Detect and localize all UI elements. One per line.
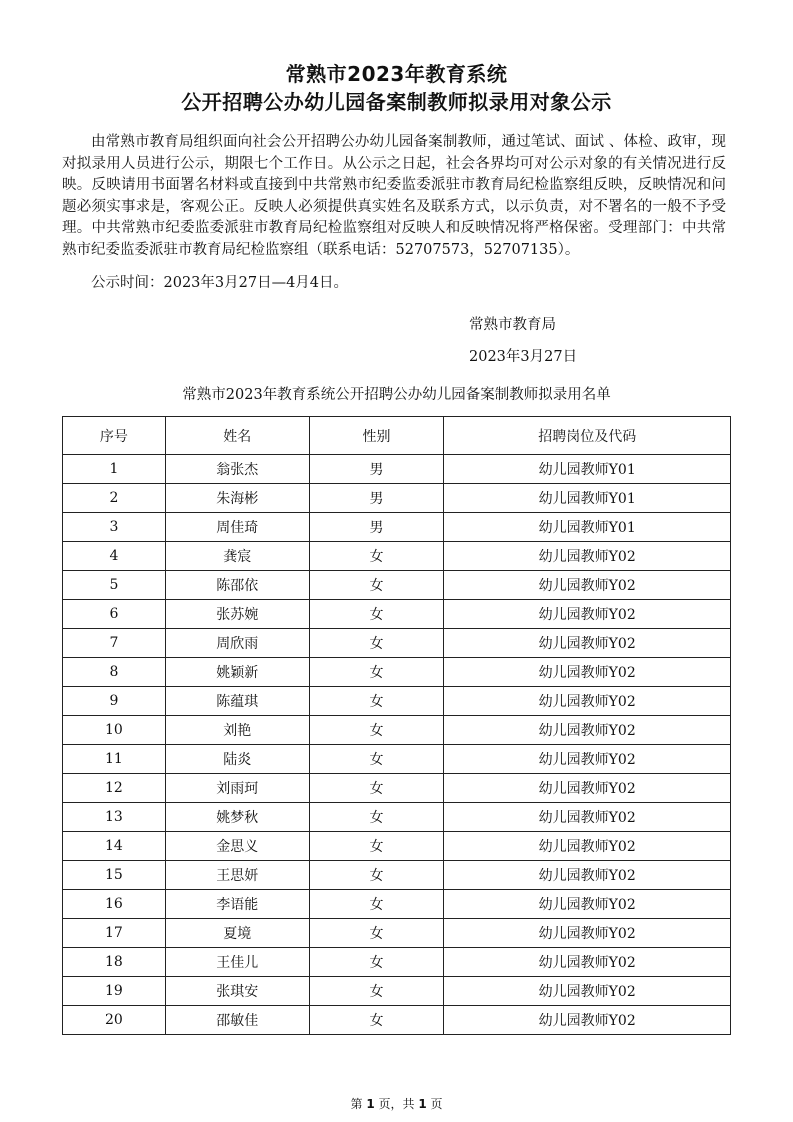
table-row	[63, 774, 731, 803]
cell-name: 夏境	[165, 919, 309, 948]
cell-gender: 女	[309, 1006, 444, 1035]
cell-gender: 女	[309, 890, 444, 919]
table-row	[63, 658, 731, 687]
cell-name: 周欣雨	[165, 629, 309, 658]
cell-index: 3	[63, 513, 166, 542]
header-gender: 性别	[309, 417, 444, 455]
cell-name: 王思妍	[165, 861, 309, 890]
cell-index: 16	[63, 890, 166, 919]
cell-name: 周佳琦	[165, 513, 309, 542]
cell-index: 12	[63, 774, 166, 803]
cell-position: 幼儿园教师Y01	[444, 484, 731, 513]
cell-position: 幼儿园教师Y02	[444, 687, 731, 716]
table-row	[63, 687, 731, 716]
cell-name: 王佳儿	[165, 948, 309, 977]
cell-position: 幼儿园教师Y02	[444, 977, 731, 1006]
cell-index: 14	[63, 832, 166, 861]
table-row	[63, 513, 731, 542]
cell-position: 幼儿园教师Y02	[444, 600, 731, 629]
cell-position: 幼儿园教师Y02	[444, 774, 731, 803]
cell-name: 金思义	[165, 832, 309, 861]
table-row	[63, 861, 731, 890]
cell-gender: 男	[309, 455, 444, 484]
cell-index: 7	[63, 629, 166, 658]
cell-name: 陆炎	[165, 745, 309, 774]
cell-index: 1	[63, 455, 166, 484]
cell-name: 张苏婉	[165, 600, 309, 629]
document-title-line2: 公开招聘公办幼儿园备案制教师拟录用对象公示	[181, 90, 612, 114]
cell-position: 幼儿园教师Y02	[444, 1006, 731, 1035]
cell-name: 翁张杰	[165, 455, 309, 484]
cell-index: 8	[63, 658, 166, 687]
cell-position: 幼儿园教师Y01	[444, 455, 731, 484]
issuer-name: 常熟市教育局	[469, 317, 556, 333]
header-position: 招聘岗位及代码	[444, 417, 731, 455]
header-index: 序号	[63, 417, 166, 455]
footer-suffix: 页	[426, 1097, 443, 1111]
cell-name: 邵敏佳	[165, 1006, 309, 1035]
cell-index: 15	[63, 861, 166, 890]
table-body	[63, 455, 731, 1035]
cell-gender: 女	[309, 687, 444, 716]
table-row	[63, 1006, 731, 1035]
table-row	[63, 600, 731, 629]
issue-date: 2023年3月27日	[469, 349, 578, 365]
cell-gender: 男	[309, 513, 444, 542]
table-row	[63, 948, 731, 977]
table-row	[63, 832, 731, 861]
cell-name: 张琪安	[165, 977, 309, 1006]
publicity-period: 公示时间：2023年3月27日—4月4日。	[91, 275, 349, 291]
table-row	[63, 890, 731, 919]
cell-gender: 女	[309, 977, 444, 1006]
table-row	[63, 803, 731, 832]
cell-gender: 女	[309, 919, 444, 948]
cell-position: 幼儿园教师Y02	[444, 542, 731, 571]
page-number: 1	[366, 1097, 375, 1111]
cell-gender: 女	[309, 571, 444, 600]
cell-gender: 女	[309, 832, 444, 861]
table-header-row	[63, 417, 731, 455]
cell-name: 姚颖新	[165, 658, 309, 687]
cell-position: 幼儿园教师Y02	[444, 861, 731, 890]
table-row	[63, 542, 731, 571]
cell-name: 刘雨珂	[165, 774, 309, 803]
table-row	[63, 977, 731, 1006]
table-row	[63, 484, 731, 513]
cell-index: 20	[63, 1006, 166, 1035]
table-row	[63, 745, 731, 774]
cell-gender: 女	[309, 542, 444, 571]
cell-index: 4	[63, 542, 166, 571]
cell-position: 幼儿园教师Y02	[444, 571, 731, 600]
cell-gender: 女	[309, 948, 444, 977]
cell-gender: 女	[309, 600, 444, 629]
cell-gender: 女	[309, 745, 444, 774]
cell-index: 18	[63, 948, 166, 977]
cell-name: 李语能	[165, 890, 309, 919]
cell-position: 幼儿园教师Y02	[444, 890, 731, 919]
cell-position: 幼儿园教师Y02	[444, 745, 731, 774]
cell-gender: 女	[309, 629, 444, 658]
cell-position: 幼儿园教师Y02	[444, 803, 731, 832]
table-row	[63, 629, 731, 658]
table-row	[63, 716, 731, 745]
cell-gender: 女	[309, 774, 444, 803]
page-footer	[0, 1095, 793, 1112]
cell-gender: 女	[309, 803, 444, 832]
hire-list-table	[62, 416, 731, 1035]
table-row	[63, 455, 731, 484]
cell-index: 9	[63, 687, 166, 716]
cell-index: 6	[63, 600, 166, 629]
cell-position: 幼儿园教师Y02	[444, 658, 731, 687]
cell-position: 幼儿园教师Y01	[444, 513, 731, 542]
cell-index: 11	[63, 745, 166, 774]
page-total: 1	[418, 1097, 427, 1111]
cell-gender: 男	[309, 484, 444, 513]
cell-name: 陈蕴琪	[165, 687, 309, 716]
table-row	[63, 571, 731, 600]
cell-name: 陈邵依	[165, 571, 309, 600]
table-caption: 常熟市2023年教育系统公开招聘公办幼儿园备案制教师拟录用名单	[182, 387, 611, 403]
cell-index: 19	[63, 977, 166, 1006]
cell-position: 幼儿园教师Y02	[444, 919, 731, 948]
document-title-line1: 常熟市2023年教育系统	[285, 62, 508, 86]
cell-gender: 女	[309, 658, 444, 687]
cell-position: 幼儿园教师Y02	[444, 948, 731, 977]
cell-name: 朱海彬	[165, 484, 309, 513]
cell-position: 幼儿园教师Y02	[444, 716, 731, 745]
table-row	[63, 919, 731, 948]
footer-prefix: 第	[350, 1097, 367, 1111]
header-name: 姓名	[165, 417, 309, 455]
cell-position: 幼儿园教师Y02	[444, 629, 731, 658]
cell-index: 13	[63, 803, 166, 832]
cell-index: 17	[63, 919, 166, 948]
cell-position: 幼儿园教师Y02	[444, 832, 731, 861]
cell-index: 2	[63, 484, 166, 513]
cell-gender: 女	[309, 861, 444, 890]
cell-index: 5	[63, 571, 166, 600]
cell-name: 龚宸	[165, 542, 309, 571]
cell-index: 10	[63, 716, 166, 745]
footer-middle: 页，共	[374, 1097, 419, 1111]
cell-gender: 女	[309, 716, 444, 745]
cell-name: 姚梦秋	[165, 803, 309, 832]
cell-name: 刘艳	[165, 716, 309, 745]
intro-paragraph: 由常熟市教育局组织面向社会公开招聘公办幼儿园备案制教师，通过笔试、面试 、体检、政审，现对拟录用人员进行公示，期限七个工作日。从公示之日起，社会各界均可对公示对象的有关情况进行反映。反映请用书面署名材料或直接到中共常熟市纪委监委派驻市教育局纪检监察组反映，反映情况和问题必须实事求是，客观公正。反映人必须提供真实姓名及联系方式，以示负责，对不署名的一般不予受理。中共常熟市纪委监委派驻市教育局纪检监察组对反映人和反映情况将严格保密。受理部门：中共常熟市纪委监委派驻市教育局纪检监察组（联系电话：52707573，52707135）。	[62, 134, 726, 258]
